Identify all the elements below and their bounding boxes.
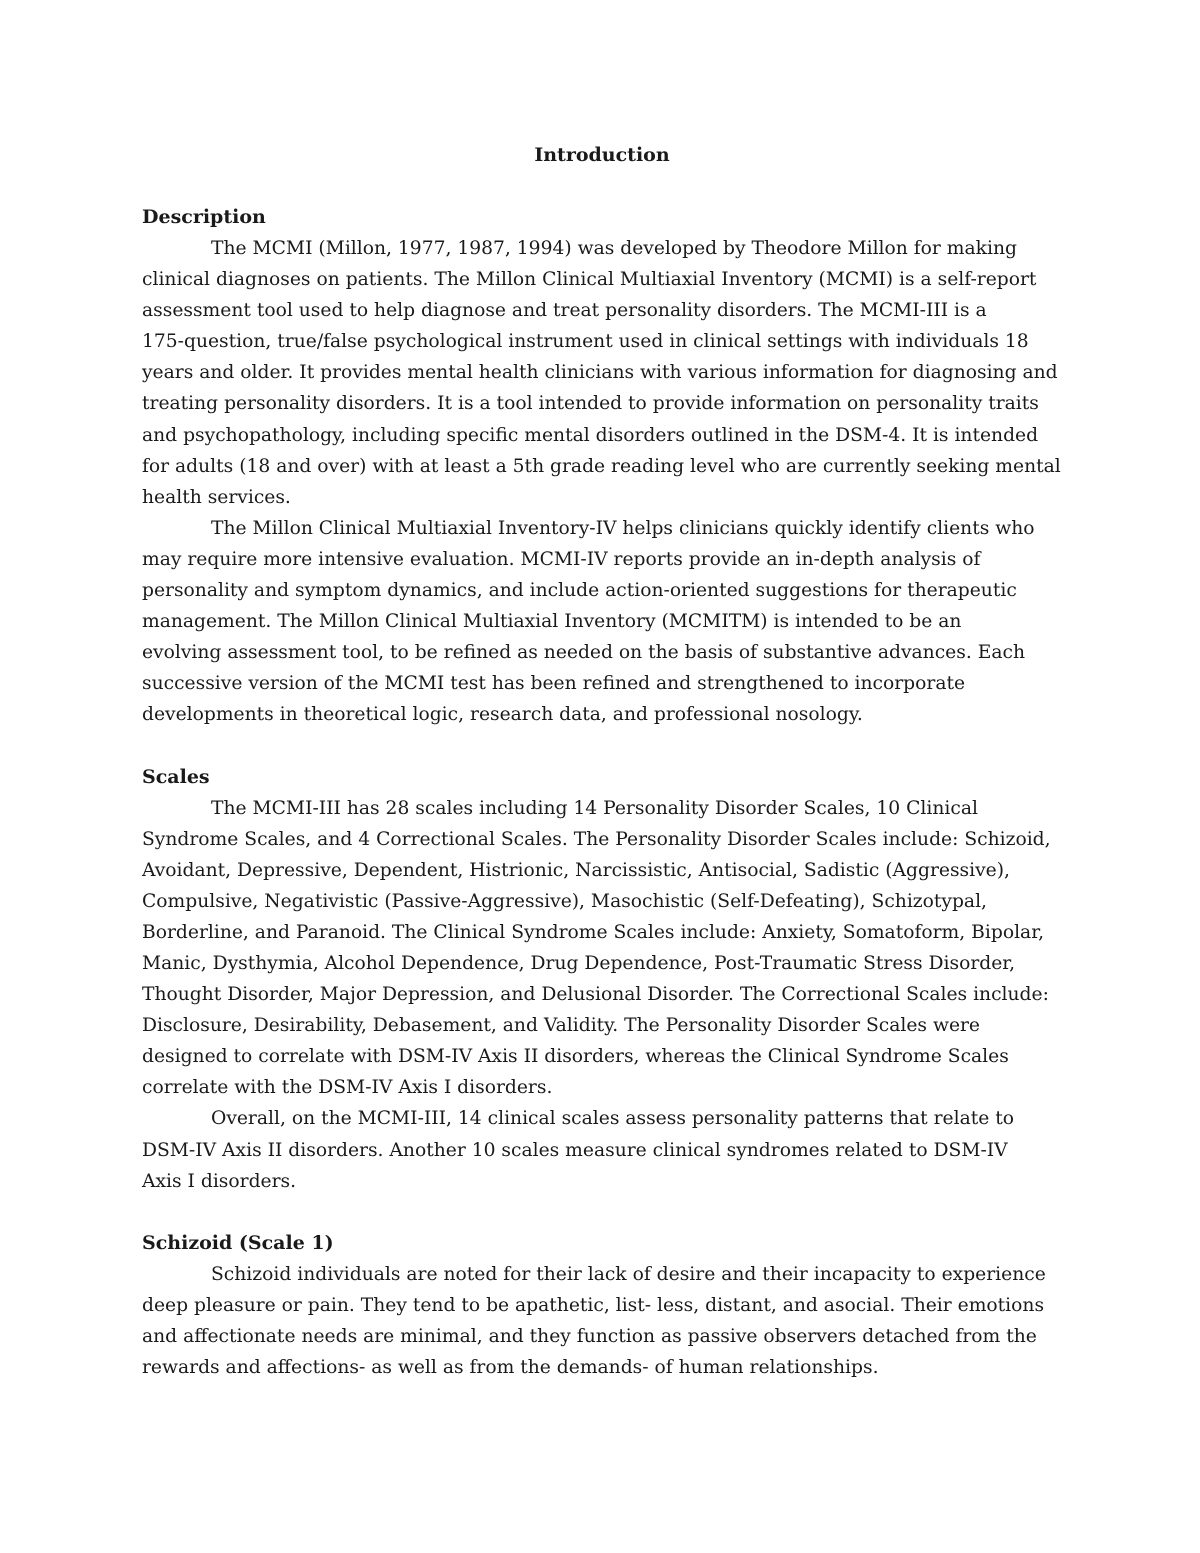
- body-paragraph: [142, 513, 1062, 731]
- paragraph-line: Syndrome Scales, and 4 Correctional Scales. The Personality Disorder Scales include: Schizoid,: [142, 828, 1051, 850]
- document-page: [142, 140, 1062, 1383]
- paragraph-line: and psychopathology, including specific mental disorders outlined in the DSM-4. It is intended: [142, 424, 1039, 446]
- paragraph-line: Avoidant, Depressive, Dependent, Histrionic, Narcissistic, Antisocial, Sadistic (Aggressive),: [142, 859, 1010, 881]
- paragraph-line: may require more intensive evaluation. MCMI-IV reports provide an in-depth analysis of: [142, 548, 981, 570]
- paragraph-line: successive version of the MCMI test has been refined and strengthened to incorporate: [142, 673, 966, 695]
- paragraph-line: Schizoid individuals are noted for their lack of desire and their incapacity to experience: [211, 1263, 1046, 1285]
- paragraph-line: designed to correlate with DSM-IV Axis II disorders, whereas the Clinical Syndrome Scales: [142, 1046, 1009, 1068]
- paragraph-line: Compulsive, Negativistic (Passive-Aggressive), Masochistic (Self-Defeating), Schizotypal,: [142, 890, 987, 912]
- paragraph-line: assessment tool used to help diagnose and treat personality disorders. The MCMI-III is a: [142, 300, 987, 322]
- paragraph-line: Disclosure, Desirability, Debasement, and Validity. The Personality Disorder Scales were: [142, 1015, 980, 1037]
- paragraph-line: 175-question, true/false psychological instrument used in clinical settings with individuals 18: [142, 331, 1029, 353]
- paragraph-line: Thought Disorder, Major Depression, and Delusional Disorder. The Correctional Scales include:: [142, 984, 1049, 1006]
- paragraph-line: years and older. It provides mental health clinicians with various information for diagnosing and: [142, 362, 1058, 384]
- paragraph-line: personality and symptom dynamics, and include action-oriented suggestions for therapeutic: [142, 580, 1017, 602]
- paragraph-line: The MCMI (Millon, 1977, 1987, 1994) was developed by Theodore Millon for making: [211, 238, 1017, 259]
- paragraph-line: Axis I disorders.: [142, 1170, 297, 1192]
- section-heading: Scales: [142, 765, 210, 788]
- paragraph-line: and affectionate needs are minimal, and they function as passive observers detached from the: [142, 1325, 1037, 1347]
- paragraph-line: rewards and affections- as well as from the demands- of human relationships.: [142, 1357, 879, 1378]
- paragraph-line: The Millon Clinical Multiaxial Inventory-IV helps clinicians quickly identify clients who: [211, 517, 1035, 539]
- paragraph-line: health services.: [142, 486, 291, 508]
- paragraph-line: Borderline, and Paranoid. The Clinical Syndrome Scales include: Anxiety, Somatoform, Bipolar,: [142, 921, 1045, 943]
- document-title: Introduction: [534, 144, 670, 166]
- body-paragraph: [142, 1259, 1062, 1383]
- paragraph-line: correlate with the DSM-IV Axis I disorders.: [142, 1077, 553, 1099]
- paragraph-line: developments in theoretical logic, research data, and professional nosology.: [142, 704, 863, 726]
- paragraph-line: evolving assessment tool, to be refined as needed on the basis of substantive advances. Each: [142, 642, 1025, 664]
- paragraph-line: management. The Millon Clinical Multiaxial Inventory (MCMITM) is intended to be an: [142, 611, 962, 633]
- body-paragraph: [142, 233, 1062, 513]
- paragraph-line: Overall, on the MCMI-III, 14 clinical scales assess personality patterns that relate to: [211, 1108, 1014, 1130]
- paragraph-line: The MCMI-III has 28 scales including 14 Personality Disorder Scales, 10 Clinical: [211, 797, 978, 819]
- section-spacer: [142, 1197, 1062, 1228]
- paragraph-line: for adults (18 and over) with at least a 5th grade reading level who are currently seeking mental: [142, 455, 1061, 477]
- document-body: [142, 202, 1062, 1383]
- paragraph-line: Manic, Dysthymia, Alcohol Dependence, Drug Dependence, Post-Traumatic Stress Disorder,: [142, 952, 1016, 974]
- section-spacer: [142, 731, 1062, 762]
- section-heading: Description: [142, 206, 266, 228]
- paragraph-line: clinical diagnoses on patients. The Millon Clinical Multiaxial Inventory (MCMI) is a self-report: [142, 269, 1037, 291]
- body-paragraph: [142, 1103, 1062, 1196]
- paragraph-line: treating personality disorders. It is a tool intended to provide information on personality traits: [142, 393, 1039, 415]
- paragraph-line: DSM-IV Axis II disorders. Another 10 scales measure clinical syndromes related to DSM-IV: [142, 1139, 1008, 1161]
- paragraph-line: deep pleasure or pain. They tend to be apathetic, list- less, distant, and asocial. Their emotions: [142, 1294, 1045, 1316]
- section-heading: Schizoid (Scale 1): [142, 1231, 334, 1254]
- body-paragraph: [142, 793, 1062, 1104]
